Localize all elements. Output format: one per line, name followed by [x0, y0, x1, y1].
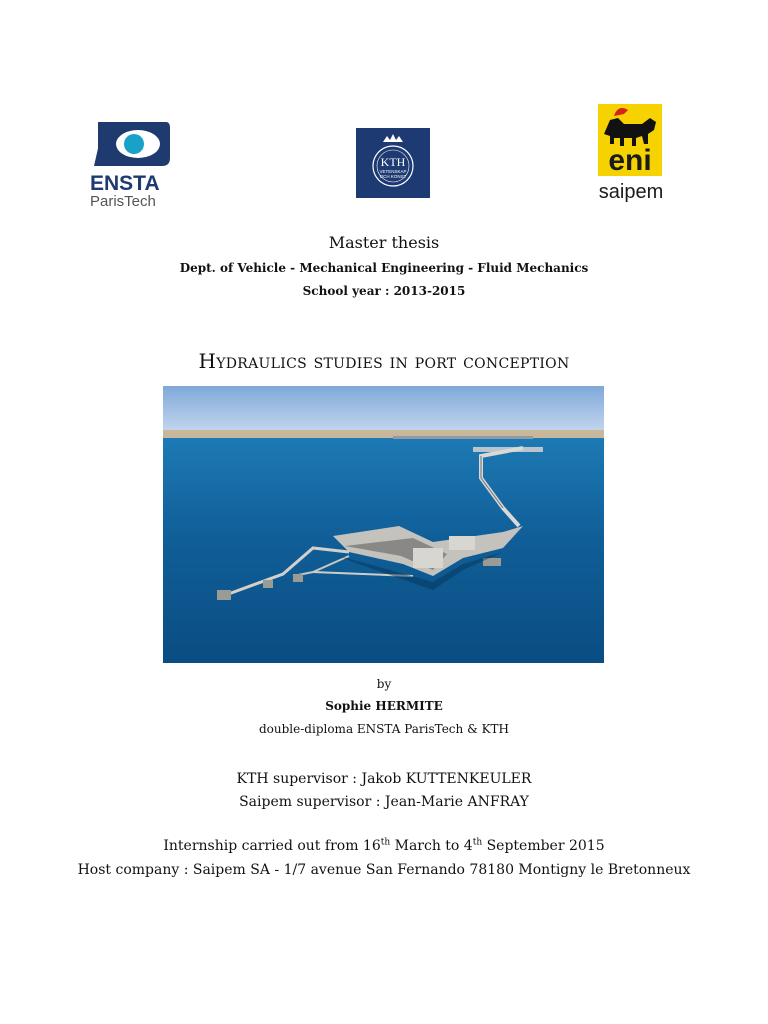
host-company: Host company : Saipem SA - 1/7 avenue San Fernando 78180 Montigny le Bretonneux [77, 862, 691, 878]
department-line: Dept. of Vehicle - Mechanical Engineering - Fluid Mechanics [179, 261, 589, 275]
author-name: Sophie HERMITE [325, 699, 443, 713]
internship-sup-1: th [380, 837, 391, 848]
internship-suffix: September 2015 [482, 838, 605, 854]
paristech-text: ParisTech [90, 193, 156, 210]
internship-middle: March to 4 [390, 838, 473, 854]
degree-line: double-diploma ENSTA ParisTech & KTH [258, 722, 510, 736]
kth-supervisor: KTH supervisor : Jakob KUTTENKEULER [236, 771, 532, 787]
saipem-text: saipem [598, 181, 664, 203]
saipem-supervisor: Saipem supervisor : Jean-Marie ANFRAY [239, 794, 529, 810]
eni-text: eni [608, 144, 652, 177]
internship-prefix: Internship carried out from 16 [163, 838, 381, 854]
kth-motto-top: VETENSKAP [379, 169, 407, 174]
ensta-paristech-logo [90, 118, 170, 210]
ensta-text: ENSTA [90, 172, 160, 195]
kth-logo [356, 128, 430, 198]
kth-motto-bottom: OCH KONST [379, 174, 407, 179]
school-year: School year : 2013-2015 [302, 284, 466, 298]
internship-sup-2: th [472, 837, 483, 848]
thesis-title: Hydraulics studies in port conception [198, 349, 570, 373]
kth-text: KTH [380, 155, 406, 169]
thesis-type: Master thesis [328, 233, 440, 252]
internship-line [0, 838, 768, 854]
cover-photo-jetty [163, 386, 604, 663]
eni-saipem-logo [584, 104, 678, 206]
by-label: by [376, 677, 392, 691]
